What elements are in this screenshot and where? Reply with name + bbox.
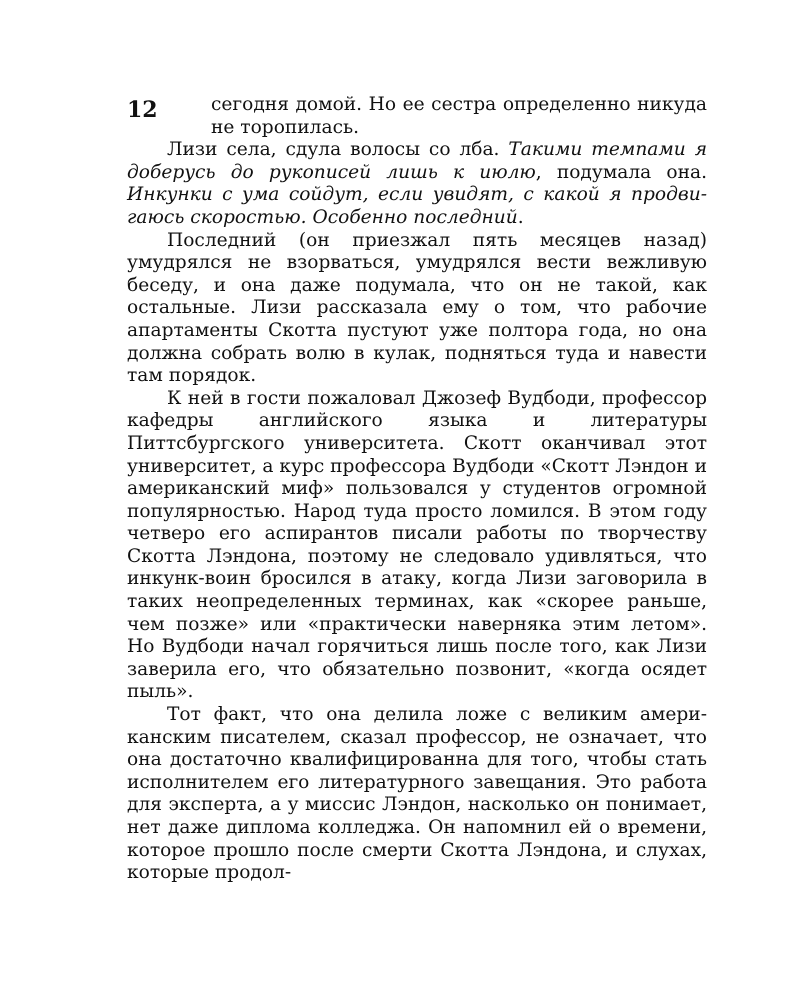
paragraph: Последний (он приезжал пять месяцев назад) умудрялся не взорваться, умудрялся вести вежливую беседу, и она даже подумала, что он не такой, как остальные. Лизи рассказала ему о том, что рабочие апартаменты Скотта пустуют уже полтора года, но она должна собрать волю в кулак, подняться туда и навести там порядок. [127, 229, 707, 387]
paragraph: К ней в гости пожаловал Джозеф Вудбоди, профессор кафедры английского языка и литературы Питтсбургского университета. Скотт оканчивал этот университет, а курс профессора Вудбоди «Скотт Лэндон и американский миф» пользовался у студентов огромной популярностью. Народ туда просто ломился. В этом году четверо его аспирантов писали работы по творчеству Скотта Лэндона, поэтому не следовало удивляться, что инкунк-воин бросился в атаку, когда Лизи заговорила в таких неопределенных терминах, как «скорее раньше, чем позже» или «практически наверняка этим летом». Но Вудбоди начал горячиться лишь после того, как Лизи заверила его, что обязательно позвонит, «когда осядет пыль». [127, 387, 707, 703]
italic-thought: Такими темпами я доберусь до рукописей лишь к июлю [127, 139, 708, 183]
paragraph-text: . [517, 206, 524, 228]
paragraph [127, 139, 707, 229]
paragraph: Тот факт, что она делила ложе с великим американским писателем, сказал профессор, не означает, что она достаточно квалифицированна для того, чтобы стать исполнителем его литературного завещания. Это работа для эксперта, а у миссис Лэндон, насколько он понимает, нет даже диплома колледжа. Он напомнил ей о времени, которое прошло после смерти Скотта Лэндона, и слухах, которые продол- [127, 704, 707, 884]
paragraph-continued: сегодня домой. Но ее сестра определенно никуда не торопилась. [211, 94, 707, 138]
paragraph-text: , подумала она. [535, 161, 707, 183]
page-number: 12 [127, 97, 158, 123]
paragraph-text: Лизи села, сдула волосы со лба. [167, 139, 509, 161]
book-text [127, 94, 707, 885]
italic-thought: Инкунки с ума сойдут, если увидят, с какой я продвигаюсь скоростью. Особенно последний [127, 184, 707, 228]
